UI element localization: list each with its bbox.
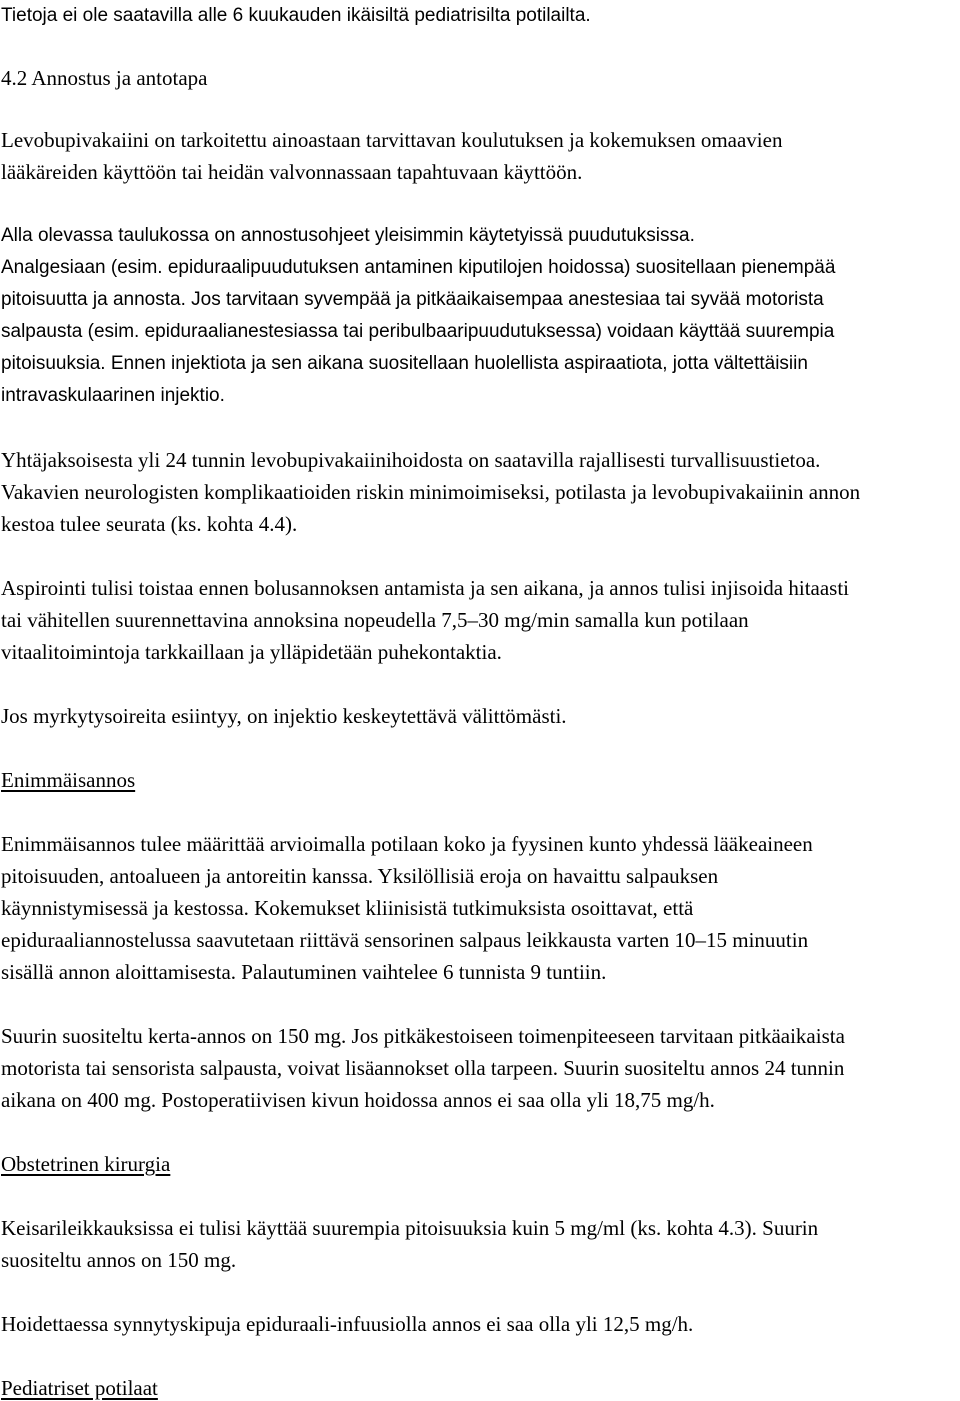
paragraph-line: Yhtäjaksoisesta yli 24 tunnin levobupivakaiinihoidosta on saatavilla rajallisesti turvallisuustietoa.	[1, 448, 821, 472]
paragraph-line: kestoa tulee seurata (ks. kohta 4.4).	[1, 512, 298, 536]
paragraph-line: käynnistymisessä ja kestossa. Kokemukset kliinisistä tutkimuksista osoittavat, että	[1, 896, 694, 920]
paragraph-line: Jos myrkytysoireita esiintyy, on injektio keskeytettävä välittömästi.	[1, 704, 567, 728]
paragraph-line: lääkäreiden käyttöön tai heidän valvonnassaan tapahtuvaan käyttöön.	[1, 160, 583, 184]
paragraph-line: motorista tai sensorista salpausta, voivat lisäannokset olla tarpeen. Suurin suositeltu annos 24 tunnin	[1, 1056, 845, 1080]
paragraph-line: Vakavien neurologisten komplikaatioiden riskin minimoimiseksi, potilasta ja levobupivakaiinin annon	[1, 480, 861, 504]
subheading-obstetrinen-kirurgia: Obstetrinen kirurgia	[1, 1152, 171, 1176]
paragraph-line: Aspirointi tulisi toistaa ennen bolusannoksen antamista ja sen aikana, ja annos tulisi injisoida hitaasti	[1, 576, 850, 600]
paragraph-line: pitoisuuden, antoalueen ja antoreitin kanssa. Yksilöllisiä eroja on havaittu salpauksen	[1, 864, 719, 888]
paragraph-line: suositeltu annos on 150 mg.	[1, 1248, 237, 1272]
paragraph-line: pitoisuuksia. Ennen injektiota ja sen aikana suositellaan huolellista aspiraatiota, jotta vältettäisiin	[1, 353, 808, 374]
paragraph-line: Levobupivakaiini on tarkoitettu ainoastaan tarvittavan koulutuksen ja kokemuksen omaavien	[1, 128, 783, 152]
paragraph-line: Hoidettaessa synnytyskipuja epiduraali-infuusiolla annos ei saa olla yli 12,5 mg/h.	[1, 1312, 694, 1336]
subheading-pediatriset-potilaat: Pediatriset potilaat	[1, 1376, 158, 1400]
paragraph-line: intravaskulaarinen injektio.	[1, 385, 225, 406]
paragraph-line: Alla olevassa taulukossa on annostusohjeet yleisimmin käytetyissä puudutuksissa.	[1, 225, 695, 246]
paragraph-line: Analgesiaan (esim. epiduraalipuudutuksen antaminen kiputilojen hoidossa) suositellaan pienempää	[1, 257, 836, 278]
paragraph-line: salpausta (esim. epiduraalianestesiassa tai peribulbaaripuudutuksessa) voidaan käyttää suurempia	[1, 321, 835, 342]
paragraph-line: sisällä annon aloittamisesta. Palautuminen vaihtelee 6 tunnista 9 tuntiin.	[1, 960, 607, 984]
paragraph-line: Keisarileikkauksissa ei tulisi käyttää suurempia pitoisuuksia kuin 5 mg/ml (ks. kohta 4.3). Suurin	[1, 1216, 819, 1240]
paragraph-line: Suurin suositeltu kerta-annos on 150 mg. Jos pitkäkestoiseen toimenpiteeseen tarvitaan pitkäaikaista	[1, 1024, 845, 1048]
paragraph-line: pitoisuutta ja annosta. Jos tarvitaan syvempää ja pitkäaikaisempaa anestesiaa tai syvää motorista	[1, 289, 824, 310]
paragraph-line: tai vähitellen suurennettavina annoksina nopeudella 7,5–30 mg/min samalla kun potilaan	[1, 608, 749, 632]
paragraph-line: aikana on 400 mg. Postoperatiivisen kivun hoidossa annos ei saa olla yli 18,75 mg/h.	[1, 1088, 715, 1112]
paragraph-line: epiduraaliannostelussa saavutetaan riittävä sensorinen salpaus leikkausta varten 10–15 minuutin	[1, 928, 809, 952]
subheading-enimmaisannos: Enimmäisannos	[1, 768, 136, 792]
paragraph-line: vitaalitoimintoja tarkkaillaan ja ylläpidetään puhekontaktia.	[1, 640, 502, 664]
intro-text: Tietoja ei ole saatavilla alle 6 kuukauden ikäisiltä pediatrisilta potilailta.	[1, 5, 591, 26]
paragraph-line: Enimmäisannos tulee määrittää arvioimalla potilaan koko ja fyysinen kunto yhdessä lääkeaineen	[1, 832, 813, 856]
section-heading: 4.2 Annostus ja antotapa	[1, 66, 208, 90]
